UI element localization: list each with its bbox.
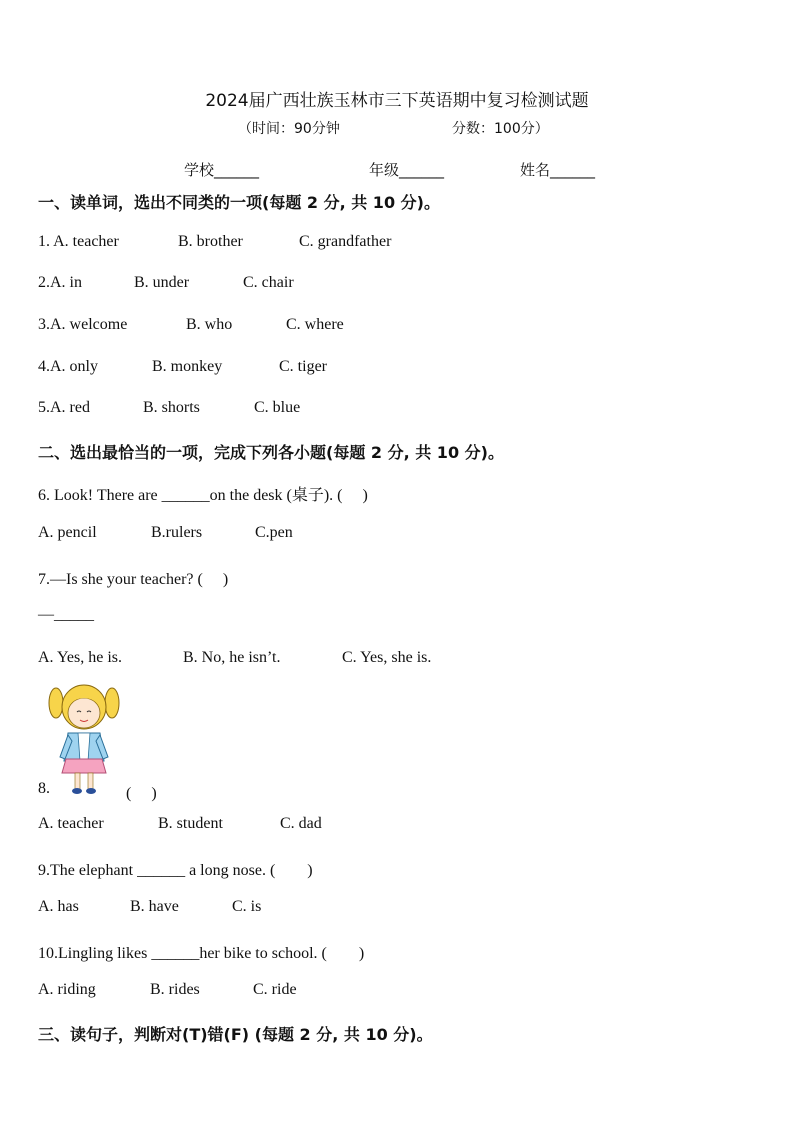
q3-option-b: B. who bbox=[186, 316, 233, 333]
exam-time: （时间：90分钟 bbox=[238, 121, 340, 137]
q6-option-c: C.pen bbox=[255, 524, 293, 541]
q8-option-b: B. student bbox=[158, 815, 223, 832]
q7-option-a: A. Yes, he is. bbox=[38, 649, 123, 666]
q5-option-a: 5.A. red bbox=[38, 399, 90, 416]
q10-option-b: B. rides bbox=[150, 981, 200, 998]
q8-option-a: A. teacher bbox=[38, 815, 104, 832]
exam-score: 分数：100分） bbox=[452, 121, 549, 137]
q8-number: 8. bbox=[38, 780, 50, 797]
q6-stem: 6. Look! There are ______on the desk (桌子). ( ) bbox=[38, 487, 368, 504]
q3-option-a: 3.A. welcome bbox=[38, 316, 128, 333]
q3-option-c: C. where bbox=[286, 316, 344, 333]
q10-option-c: C. ride bbox=[253, 981, 297, 998]
school-field: 学校______ bbox=[184, 161, 260, 179]
q4-option-b: B. monkey bbox=[152, 358, 223, 375]
q7-option-b: B. No, he isn’t. bbox=[183, 649, 281, 666]
section-3-title: 三、读句子，判断对(T)错(F) (每题 2 分, 共 10 分)。 bbox=[38, 1025, 433, 1044]
q10-stem: 10.Lingling likes ______her bike to school. ( ) bbox=[38, 945, 365, 962]
q7-reply: —_____ bbox=[38, 606, 94, 623]
grade-field: 年级______ bbox=[369, 161, 445, 179]
q2-option-b: B. under bbox=[134, 274, 190, 291]
q9-option-b: B. have bbox=[130, 898, 179, 915]
q9-option-c: C. is bbox=[232, 898, 262, 915]
q2-option-c: C. chair bbox=[243, 274, 294, 291]
section-1-title: 一、读单词，选出不同类的一项(每题 2 分, 共 10 分)。 bbox=[38, 193, 440, 212]
q9-option-a: A. has bbox=[38, 898, 79, 915]
q4-option-a: 4.A. only bbox=[38, 358, 98, 375]
q10-option-a: A. riding bbox=[38, 981, 96, 998]
q5-option-c: C. blue bbox=[254, 399, 301, 416]
q7-option-c: C. Yes, she is. bbox=[342, 649, 432, 666]
q5-option-b: B. shorts bbox=[143, 399, 200, 416]
page-title: 2024届广西壮族玉林市三下英语期中复习检测试题 bbox=[205, 91, 589, 111]
girl-illustration bbox=[48, 683, 120, 795]
q1-option-a: 1. A. teacher bbox=[38, 233, 119, 250]
q4-option-c: C. tiger bbox=[279, 358, 327, 375]
q6-option-b: B.rulers bbox=[151, 524, 203, 541]
name-field: 姓名______ bbox=[520, 161, 596, 179]
q8-option-c: C. dad bbox=[280, 815, 322, 832]
q1-option-b: B. brother bbox=[178, 233, 243, 250]
q2-option-a: 2.A. in bbox=[38, 274, 82, 291]
q1-option-c: C. grandfather bbox=[299, 233, 392, 250]
q9-stem: 9.The elephant ______ a long nose. ( ) bbox=[38, 862, 313, 879]
q6-option-a: A. pencil bbox=[38, 524, 97, 541]
section-2-title: 二、选出最恰当的一项，完成下列各小题(每题 2 分, 共 10 分)。 bbox=[38, 443, 504, 462]
q8-paren: ( ) bbox=[126, 785, 157, 802]
q7-stem: 7.—Is she your teacher? ( ) bbox=[38, 571, 229, 588]
